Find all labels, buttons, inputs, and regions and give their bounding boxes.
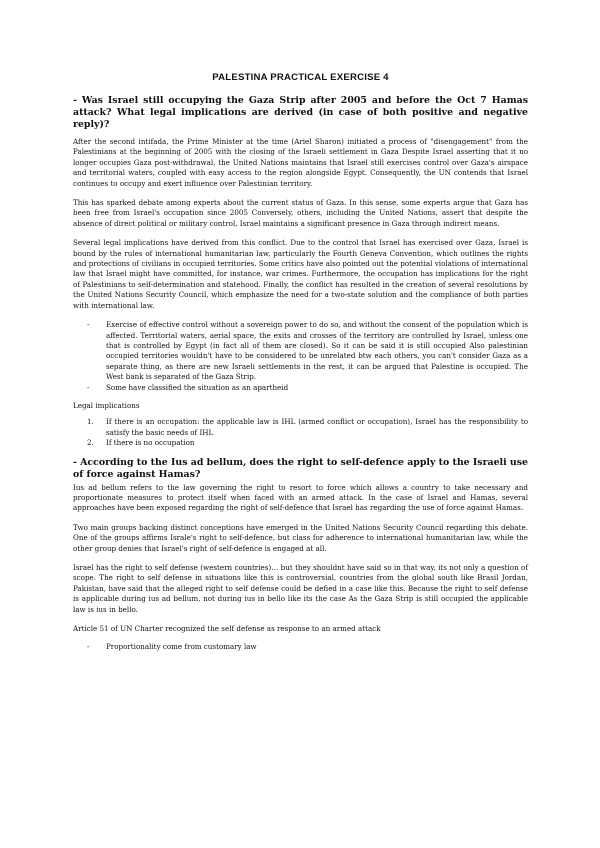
numbered-list: [73, 417, 528, 448]
list-item-text: If there is an occupation: the applicable law is IHL (armed conflict or occupation), Israel has the responsibility to satisfy the basic needs of IHL: [106, 417, 528, 437]
bullet-dash: -: [87, 642, 90, 652]
question-1: - Was Israel still occupying the Gaza Strip after 2005 and before the Oct 7 Hamas attack? What legal implications are derived (in case of both positive and negative reply)?: [73, 95, 528, 130]
list-item: [87, 438, 528, 448]
list-item: [87, 383, 528, 393]
list-item: [87, 642, 528, 652]
list-item-text: Exercise of effective control without a sovereign power to do so, and without the consent of the population which is affected. Territorial waters, aerial space, the exits and crosses of the territory are controlled by Israel, unless one that is controlled by Egypt (in fact all of them are closed). So it can be said it is still occupied Also palestinian occupied territories wouldn't have to be considered to be unrelated btw each others, you can't consider Gaza as a separate thing, as there are new Israeli settlements in the rest, it can be argued that Palestine is occupied. The West bank is separated of the Gaza Strip.: [106, 320, 528, 382]
question-2: - According to the Ius ad bellum, does the right to self-defence apply to the Israeli use of force against Hamas?: [73, 456, 528, 480]
list-item: [87, 417, 528, 438]
bullet-list-2: [73, 642, 528, 652]
document-title: PALESTINA PRACTICAL EXERCISE 4: [212, 72, 389, 83]
list-number: 2.: [87, 438, 94, 448]
paragraph-4: Ius ad bellum refers to the law governing the right to resort to force which allows a country to take necessary and proportionate measures to protect itself when faced with an armed attack. In the case of Israel and Hamas, several approaches have been exposed regarding the right of self-defence that Israel has regarding the use of force against Hamas.: [73, 482, 528, 513]
legal-implications-label: Legal implications: [73, 400, 140, 410]
list-item-text: If there is no occupation: [106, 438, 195, 448]
paragraph-1: After the second intifada, the Prime Minister at the time (Ariel Sharon) initiated a process of "disengagement" from the Palestinians at the beginning of 2005 with the closing of the Israeli settlement in Gaza Despite Israel asserting that it no longer occupies Gaza post-withdrawal, the United Nations maintains that Israel still exercises control over Gaza's airspace and territorial waters, coupled with easy access to the region alongside Egypt. Consequently, the UN contends that Israel continues to occupy and exert influence over Palestinian territory.: [73, 137, 528, 188]
list-number: 1.: [87, 417, 94, 427]
bullet-list-1: [73, 320, 528, 393]
paragraph-2: This has sparked debate among experts about the current status of Gaza. In this sense, some experts argue that Gaza has been free from Israel's occupation since 2005 Conversely, others, including the United Nations, assert that despite the absence of direct political or military control, Israel maintains a significant presence in Gaza through indirect means.: [73, 198, 528, 228]
list-item: [87, 320, 528, 382]
paragraph-6: Israel has the right to self defense (western countries)… but they shouldnt have said so in that way, its not only a question of scope. The right to self defense in situations like this is controversial, countries from the global south like Brasil Jordan, Pakistan, have said that the alleged right to self defense could be defied in a case like this. Because the right to self defense is applicable during ius ad bellum, not during ius in bello like its the case As the Gaza Strip is still occupied the applicable law is ius in bello.: [73, 563, 528, 614]
list-item-text: Proportionality come from customary law: [106, 642, 257, 652]
paragraph-3: Several legal implications have derived from this conflict. Due to the control that Israel has exercised over Gaza, Israel is bound by the rules of international humanitarian law, particularly the Fourth Geneva Convention, which outlines the rights and protections of civilians in occupied territories. Some critics have also pointed out the potential violations of international law that Israel might have committed, for instance, war crimes. Furthermore, the occupation has implications for the right of Palestinians to self-determination and statehood. Finally, the conflict has resulted in the creation of several resolutions by the United Nations Security Council, which emphasize the need for a two-state solution and the compliance of both parties with international law.: [73, 238, 528, 310]
paragraph-7: Article 51 of UN Charter recognized the self defense as response to an armed attack: [73, 624, 381, 634]
list-item-text: Some have classified the situation as an apartheid: [106, 382, 289, 392]
bullet-dash: -: [87, 320, 90, 330]
paragraph-5: Two main groups backing distinct conceptions have emerged in the United Nations Security Council regarding this debate. One of the groups affirms Israle's right to self-defence, but class for adherence to international humanitarian law, while the other group denies that Israel's right of self-defence is engaged at all.: [73, 522, 528, 553]
bullet-dash: -: [87, 382, 90, 392]
